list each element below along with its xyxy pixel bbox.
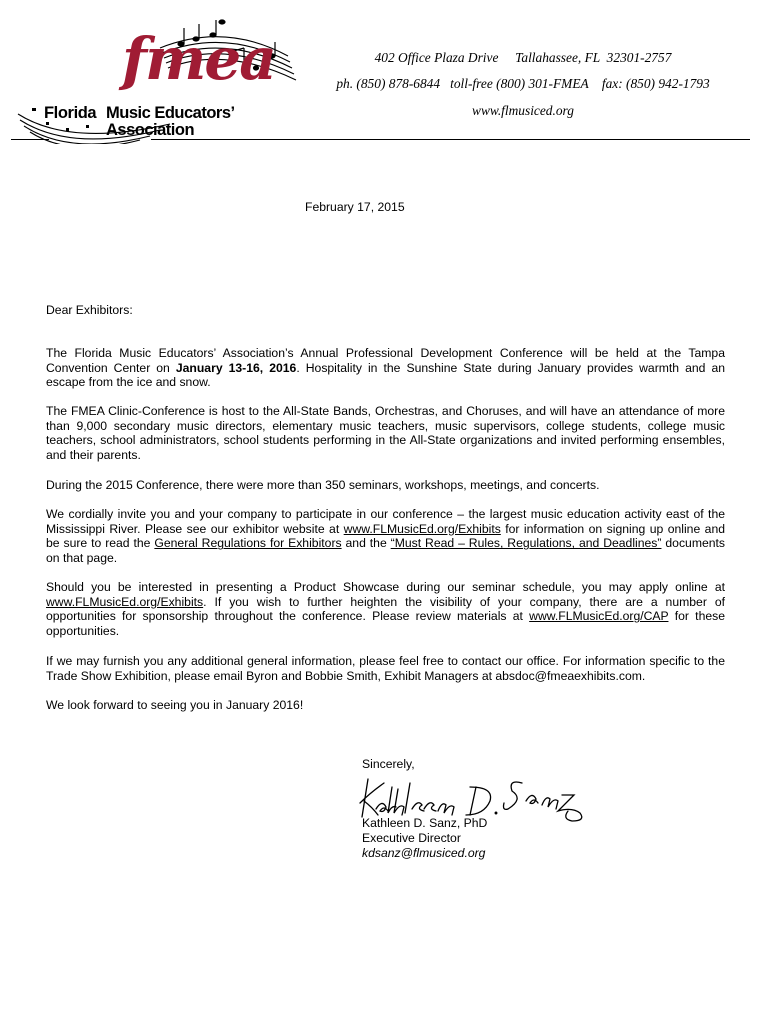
letterhead-address: 402 Office Plaza Drive Tallahassee, FL 32301-2757 <box>374 50 672 65</box>
logo-name-association: Music Educators’ Association <box>106 104 234 139</box>
paragraph-2015-stats <box>46 478 725 493</box>
paragraph-text: for these opportunities. <box>46 609 725 639</box>
paragraph-conference-intro <box>46 346 725 390</box>
cap-link[interactable]: www.FLMusicEd.org/CAP <box>529 609 669 624</box>
paragraph-text: and the <box>341 536 391 551</box>
paragraph-text: . Hospitality in the Sunshine State during January provides warmth and an escape from the ice and snow. <box>46 360 726 390</box>
paragraph-text: Should you be interested in presenting a Product Showcase during our seminar schedule, you may apply online at <box>46 580 725 594</box>
paragraph-text: The FMEA Clinic-Conference is host to the All-State Bands, Orchestras, and Choruses, and will have an attendance of more than 9,000 secondary music directors, elementary music teachers, music supervisors, college students, college music teachers, school administrators, school students performing in the All-State organizations and invited performing ensembles, and their parents. <box>46 404 725 463</box>
paragraph-contact <box>46 654 725 683</box>
paragraph-closing-remark <box>46 698 725 713</box>
signer-name: Kathleen D. Sanz, PhD <box>362 816 488 830</box>
paragraph-text: If we may furnish you any additional general information, please feel free to contact our office. For information specific to the Trade Show Exhibition, please email Byron and Bobbie Smith, Exhibit Managers at absdoc@fmeaexhibits.com. <box>46 654 725 683</box>
paragraph-text: We look forward to seeing you in January 2016! <box>46 698 304 712</box>
paragraph-text: . If you wish to further heighten the visibility of your company, there are a number of opportunities for sponsorship throughout the conference. Please review materials at <box>46 594 725 624</box>
must-read-link[interactable]: “Must Read – Rules, Regulations, and Deadlines” <box>390 536 662 551</box>
paragraph-attendance <box>46 404 725 463</box>
letterhead-rule-right <box>151 139 750 140</box>
logo-name-florida: Florida <box>44 104 97 122</box>
paragraph-text: We cordially invite you and your company to participate in our conference – the largest music education activity east of the Mississippi River. Please see our exhibitor website at <box>46 507 725 536</box>
paragraph-text: The Florida Music Educators’ Association’s Annual Professional Development Conference will be held at the Tampa Convention Center on <box>46 346 725 375</box>
signer-email[interactable]: kdsanz@flmusiced.org <box>362 846 486 860</box>
exhibits-link[interactable]: www.FLMusicEd.org/Exhibits <box>343 521 501 536</box>
paragraph-showcase <box>46 580 725 639</box>
logo-wordmark: fmea <box>122 25 275 93</box>
general-regulations-link[interactable]: General Regulations for Exhibitors <box>154 536 342 551</box>
paragraph-text: documents on that page. <box>46 536 726 566</box>
paragraph-text: for information on signing up online and be sure to read the <box>46 521 725 551</box>
exhibits-link-2[interactable]: www.FLMusicEd.org/Exhibits <box>46 594 204 609</box>
letterhead-website[interactable]: www.flmusiced.org <box>472 103 574 118</box>
conference-dates: January 13-16, 2016 <box>175 360 297 375</box>
paragraph-text: During the 2015 Conference, there were more than 350 seminars, workshops, meetings, and concerts. <box>46 478 600 492</box>
letterhead-phone: ph. (850) 878-6844 toll-free (800) 301-FMEA fax: (850) 942-1793 <box>336 76 710 91</box>
fmea-logo <box>10 12 300 144</box>
letter-closing: Sincerely, <box>362 757 415 771</box>
paragraph-invitation <box>46 507 725 566</box>
signer-title: Executive Director <box>362 831 461 845</box>
letter-date: February 17, 2015 <box>305 200 405 214</box>
letter-greeting: Dear Exhibitors: <box>46 303 133 317</box>
letterhead-rule-left <box>11 139 49 140</box>
